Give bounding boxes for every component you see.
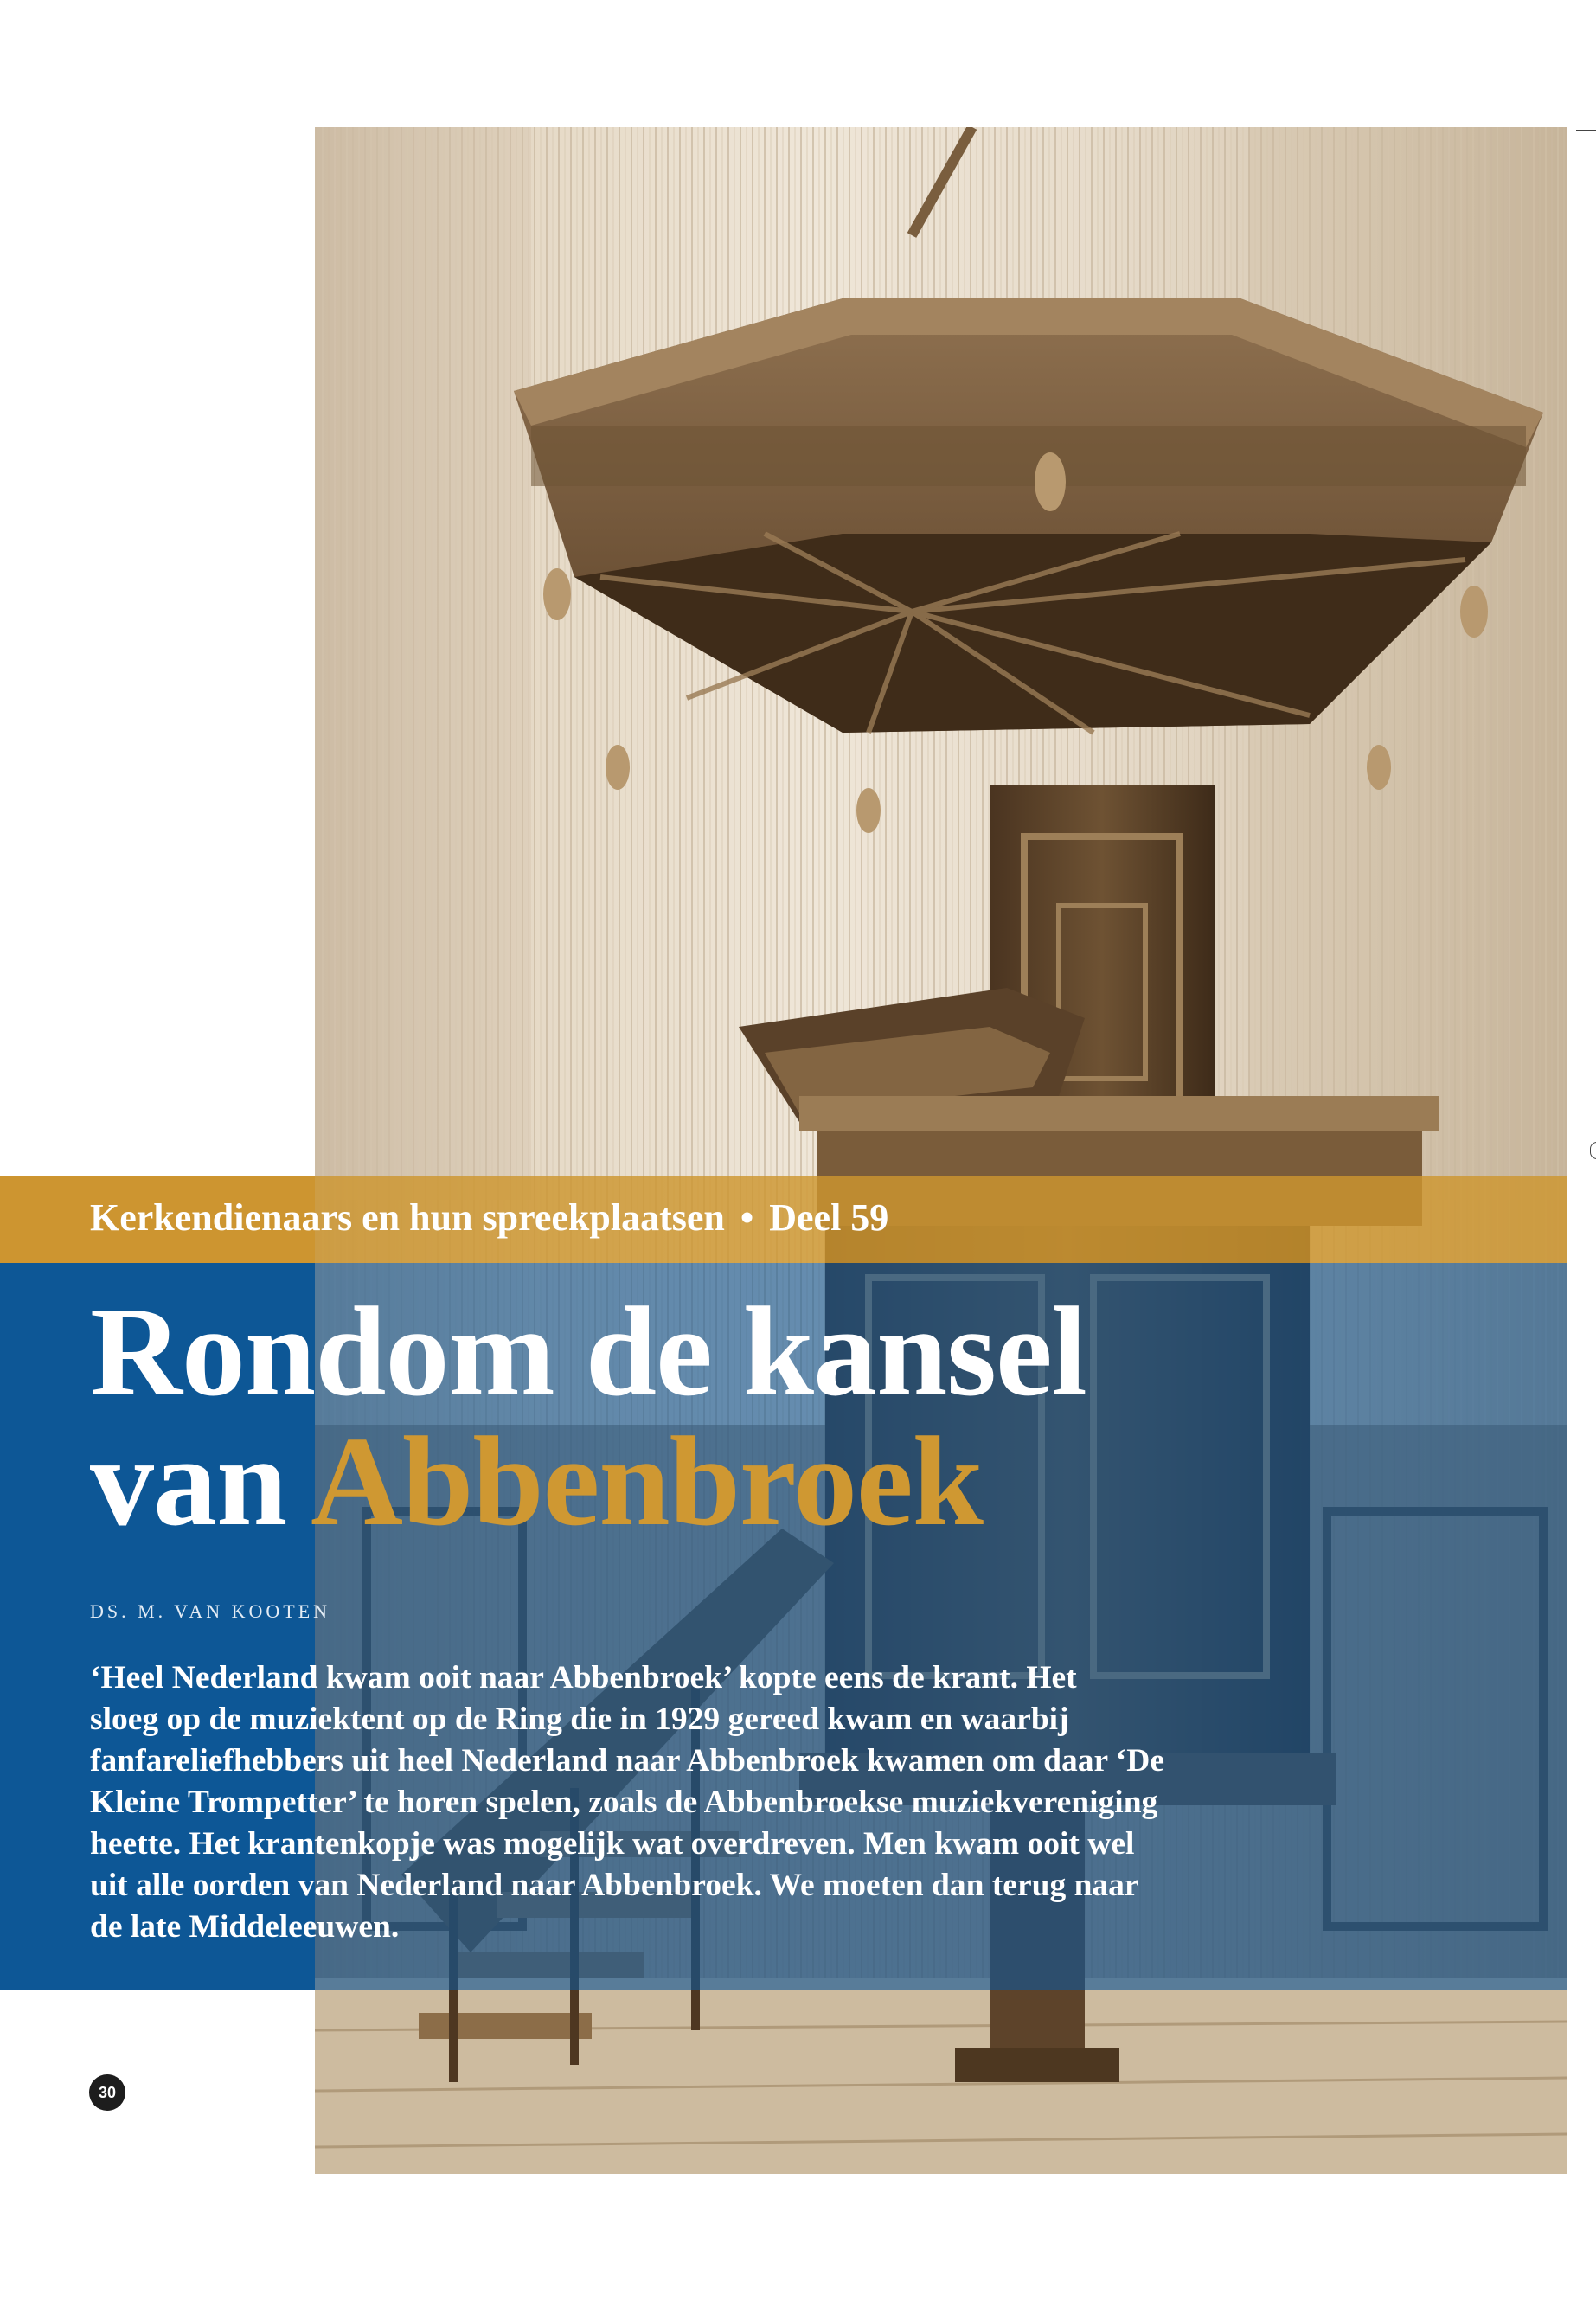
intro-line: heette. Het krantenkopje was mogelijk wat overdreven. Men kwam ooit wel bbox=[90, 1826, 1135, 1862]
title-line-2 bbox=[90, 1411, 1388, 1553]
author-byline: DS. M. VAN KOOTEN bbox=[90, 1600, 331, 1622]
title-plain: van bbox=[90, 1411, 287, 1553]
intro-line: de late Middeleeuwen. bbox=[90, 1909, 400, 1945]
intro-line: ‘Heel Nederland kwam ooit naar Abbenbroek’ kopte eens de krant. Het bbox=[90, 1660, 1077, 1695]
series-separator: • bbox=[740, 1196, 754, 1239]
intro-paragraph bbox=[90, 1657, 1439, 1948]
title-accent: Abbenbroek bbox=[311, 1411, 983, 1553]
registration-mark bbox=[1590, 1142, 1596, 1159]
series-title: Kerkendienaars en hun spreekplaatsen bbox=[90, 1196, 725, 1239]
series-part: Deel 59 bbox=[769, 1196, 889, 1239]
page-number: 30 bbox=[89, 2074, 125, 2111]
intro-line: Kleine Trompetter’ te horen spelen, zoals de Abbenbroekse muziekvereniging bbox=[90, 1785, 1158, 1820]
intro-line: uit alle oorden van Nederland naar Abbenbroek. We moeten dan terug naar bbox=[90, 1868, 1139, 1903]
intro-line: fanfareliefhebbers uit heel Nederland naar Abbenbroek kwamen om daar ‘De bbox=[90, 1743, 1165, 1779]
intro-line: sloeg op de muziektent op de Ring die in 1929 gereed kwam en waarbij bbox=[90, 1702, 1069, 1737]
crop-mark-top bbox=[1576, 130, 1596, 131]
series-heading bbox=[90, 1189, 1301, 1247]
title-line-1: Rondom de kansel bbox=[90, 1281, 1086, 1423]
article-title bbox=[90, 1281, 1388, 1553]
